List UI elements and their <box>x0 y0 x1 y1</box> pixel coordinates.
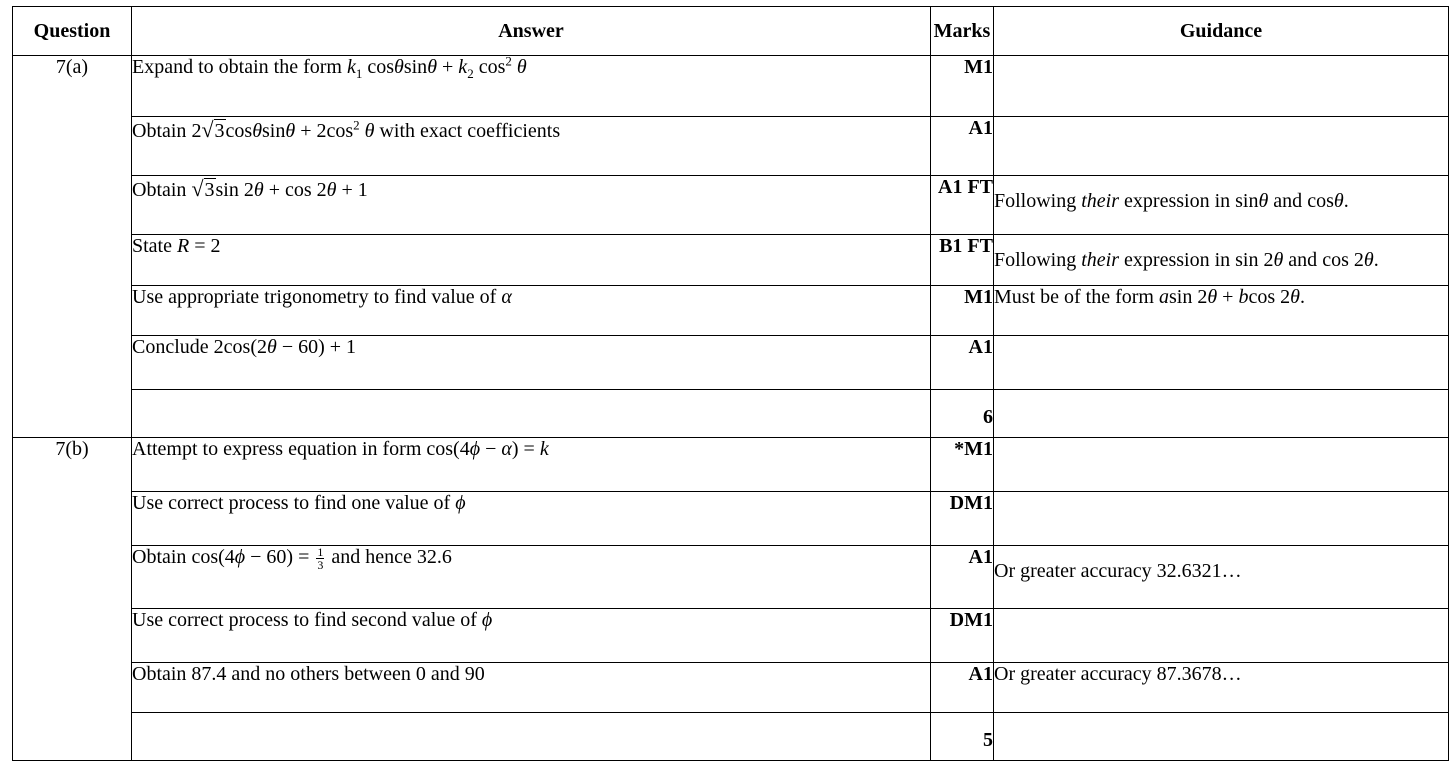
mark-cell: M1 <box>931 56 994 117</box>
guidance-cell: Or greater accuracy 32.6321… <box>994 546 1449 609</box>
answer-cell: Obtain √3sin 2θ + cos 2θ + 1 <box>132 176 931 235</box>
mark-cell: B1 FT <box>931 235 994 286</box>
header-row <box>13 7 1449 56</box>
guidance-cell: Following their expression in sin 2θ and cos 2θ. <box>994 235 1449 286</box>
total-marks-7b: 5 <box>931 713 994 761</box>
table-row <box>13 609 1449 663</box>
mark-cell: DM1 <box>931 492 994 546</box>
table-row <box>13 286 1449 336</box>
table-row <box>13 492 1449 546</box>
table-row <box>13 713 1449 761</box>
guidance-cell: Or greater accuracy 87.3678… <box>994 663 1449 713</box>
table-row <box>13 390 1449 438</box>
guidance-cell <box>994 56 1449 117</box>
math-expression: $k_1$ $\cos\theta\sin\theta + k_2$ $\cos^2 \theta$ <box>346 53 527 81</box>
answer-cell: Obtain 87.4 and no others between 0 and 90 <box>132 663 931 713</box>
header-answer: Answer <box>132 7 931 56</box>
math-expression: cos(4ϕ − α) = k <box>426 438 549 460</box>
math-expression: α <box>501 286 512 308</box>
answer-cell: Expand to obtain the form $k_1$ $\cos\theta\sin\theta + k_2$ $\cos^2 \theta$ <box>132 56 931 117</box>
math-expression: $2√3\cos\theta\sin\theta + 2\cos^2$ θ <box>191 117 375 142</box>
math-expression: R = 2 <box>177 235 221 257</box>
guidance-cell <box>994 117 1449 176</box>
mark-cell: A1 <box>931 546 994 609</box>
answer-cell: Use correct process to find second value of ϕ <box>132 609 931 663</box>
answer-cell: Obtain cos(4ϕ − 60) = $\frac{1}{3}$ and hence 32.6 <box>132 546 931 609</box>
guidance-cell <box>994 492 1449 546</box>
mark-cell: A1 <box>931 663 994 713</box>
guidance-cell: Must be of the form asin 2θ + bcos 2θ. <box>994 286 1449 336</box>
mark-cell: A1 FT <box>931 176 994 235</box>
table-row <box>13 176 1449 235</box>
answer-cell: Use correct process to find one value of ϕ <box>132 492 931 546</box>
guidance-cell <box>994 609 1449 663</box>
answer-cell: Obtain $2√3\cos\theta\sin\theta + 2\cos^2$ θ with exact coefficients <box>132 117 931 176</box>
answer-cell: State R = 2 <box>132 235 931 286</box>
answer-cell: Conclude 2cos(2θ − 60) + 1 <box>132 336 931 390</box>
table-row <box>13 56 1449 117</box>
header-marks: Marks <box>931 7 994 56</box>
math-expression: 2cos(2θ − 60) + 1 <box>213 336 357 358</box>
math-expression: cos(4ϕ − 60) = $\frac{1}{3}$ <box>191 545 324 572</box>
table-row <box>13 117 1449 176</box>
answer-cell: Use appropriate trigonometry to find value of α <box>132 286 931 336</box>
math-expression: ϕ <box>455 492 466 514</box>
guidance-cell <box>994 438 1449 492</box>
mark-scheme-table <box>12 6 1449 761</box>
total-marks-7a: 6 <box>931 390 994 438</box>
math-expression: √3sin 2θ + cos 2θ + 1 <box>191 176 368 201</box>
table-row <box>13 336 1449 390</box>
guidance-cell <box>994 336 1449 390</box>
math-expression: ϕ <box>481 609 493 631</box>
mark-cell: *M1 <box>931 438 994 492</box>
table-row <box>13 438 1449 492</box>
table-row <box>13 546 1449 609</box>
header-guidance: Guidance <box>994 7 1449 56</box>
mark-cell: A1 <box>931 117 994 176</box>
table-row <box>13 235 1449 286</box>
answer-cell: Attempt to express equation in form cos(4ϕ − α) = k <box>132 438 931 492</box>
mark-cell: A1 <box>931 336 994 390</box>
table-row <box>13 663 1449 713</box>
mark-cell: DM1 <box>931 609 994 663</box>
mark-cell: M1 <box>931 286 994 336</box>
question-label-7b: 7(b) <box>13 438 132 761</box>
guidance-cell: Following their expression in sinθ and cosθ. <box>994 176 1449 235</box>
question-label-7a: 7(a) <box>13 56 132 438</box>
header-question: Question <box>13 7 132 56</box>
